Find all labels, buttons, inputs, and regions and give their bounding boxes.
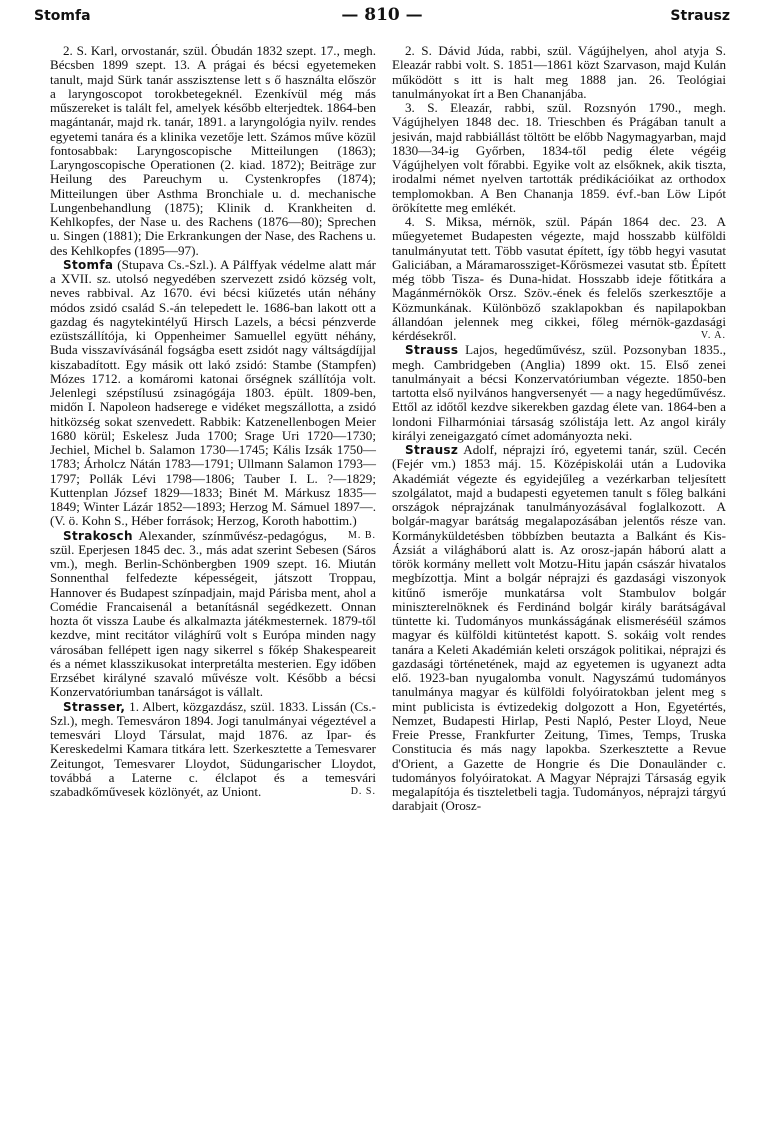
entry-strauss-david: 2. S. Dávid Júda, rabbi, szül. Vágújhelyen, ahol atyja S. Eleazár rabbi volt. S. 1851—1861 közt Szarvason, majd Kulán működött s itt is halt meg 1888 jan. 26. Teológiai tanulmányokat írt a Ben Chananjába.: [392, 43, 726, 101]
header-right-keyword: Strausz: [670, 8, 730, 24]
entry-strasser-text: 1. Albert, közgazdász, szül. 1833. Lissán (Cs.-Szl.), megh. Temesváron 1894. Jogi tanulmányai végeztével a temesvári Lloyd Társulat, majd 1876. az Ipar- és Kereskedelmi Kamara titkára lett. Szerkesztette a Temesvarer Zeitungot, Temesvarer Lloydot, Südungarischer Lloydot, továbbá a Laterne c. élclapot és a temesvári szabadkőművesek közlönyét, az Uniont.: [50, 698, 376, 799]
entry-strauss-karl: 2. S. Karl, orvostanár, szül. Óbudán 1832 szept. 17., megh. Bécsben 1899 szept. 13. A prágai és bécsi egyetemeken tanult, majd Sürk tanár asszisztense lett s ő használta először a laryngoscopot torokbetegeknél. Ezenkívül még más műszereket is talált fel, amelyek később elterjedtek. 1864-ben magántanár, majd rk. tanár, 1891. a laryngológia nyilv. rendes egyetemi tanára és a klinika vezetője lett. Számos műve közül fontosabbak: Laryngoscopische Mitteilungen (1863); Laryngoscopische Operationen (2. kiad. 1872); Beiträge zur Heilung des Pareuchym u. Cystenkropfes (1874); Mitteilungen über Asthma Bronchiale u. d. mechanische Lungenbehandlung (1875); Klinik d. Krankheiten d. Kehlkopfes, der Nase u. des Rachens (1876—80); Sprechen u. Singen (1881); Die Erkrankungen der Nase, des Rachens u. des Kehlkopfes (1895—97).: [50, 43, 376, 258]
entry-strauss-eleazar: 3. S. Eleazár, rabbi, szül. Rozsnyón 1790., megh. Vágújhelyen 1848 dec. 18. Trieschben és Prágában tanult a jesiván, majd rabbiállást töltött be előbb Nagymagyarban, majd 1830—34-ig Győrben, 1834-től pedig élete végéig Vágújhelyen volt főrabbi. Egyike volt az elsőknek, akik tiszta, irodalmi német nyelven tartották prédikációikat az orthodox templomokban. A Ben Chananja 1859. évf.-ban Löw Lipót örökítette meg emlékét.: [392, 100, 726, 215]
entry-strakosch-text: Alexander, színművész-pedagógus, szül. Eperjesen 1845 dec. 3., más adat szerint Sebesen (Sáros vm.), megh. Berlin-Schönbergben 1909 szept. 16. Miután Sonnenthal felfedezte képességeit, játszott Troppau, Hannover és Budapest színpadjain, majd Párisba ment, ahol a Comédie Francaisenál a betanításnál segédkezett. Onnan hozta őt vissza Laube és alkalmazta játékmesternek. 1879-től kezdve, mint recitátor világhírű volt s Európa minden nagy városában fellépett igen nagy sikerrel s főkép Shakespeareit és a német klasszikusokat interpretálta mesterien. Egy időben Erzsébet királyné szavaló művésze volt. Később a bécsi Konzervatóriumban tanárságot is vállalt.: [50, 527, 376, 700]
right-column: [392, 44, 726, 814]
page-header: [34, 5, 730, 32]
entry-strausz-text: Adolf, néprajzi író, egyetemi tanár, szül. Cecén (Fejér vm.) 1853 máj. 15. Középiskolái után a Ludovika Akadémiát végezte és egyidejűleg a vezérkarban teljesített szolgálatot, majd a budapesti egyetemen tanult s főleg balkáni országok néprajzának tanulmányozásával foglalkozott. A bolgár-magyar barátság megalapozásában jelentős része van. Kormányküldetésben többízben beutazta a Balkánt és Kis-Ázsiát a világháború alatt is. Az orosz-japán háború alatt a török kormány mellett volt Motzu-Hitu japán császár hivatalos megbízottja. Mint a bolgár néprajzi és gazdasági viszonyok kitűnő ismerője munkatársa volt Stambulov bolgár miniszterelnöknek és Ferdinánd bolgár király barátságával tüntette ki. Tudományos munkásságának elismeréséül számos magyar és külföldi kitüntetést kapott. S. sokáig volt rendes tanára a Keleti Akadémián keleti országok politikai, néprajzi és gazdasági történetének, majd az egyetemen is ugyanezt adta elő. 1923-ban nyugalomba vonult. Nagyszámú tudományos tanulmánya magyar és külföldi folyóiratokban jelent meg s mint publicista is évtizedekig dolgozott a Hon, Egyetértés, Nemzet, Budapesti Hirlap, Pesti Napló, Pester Lloyd, Neue Freie Presse, Frankfurter Zeitung, Times, Temps, Truska Constitucia és más nagy lapokba. Szerkesztette a Revue d'Orient, a Gazette de Hongrie és Die Donauländer c. tudományos folyóiratokat. A Magyar Néprajzi Társaság egyik megalapítója és tiszteletbeli tagja. Tudományos, néprajzi tárgyú darabjait (Orosz-: [392, 442, 726, 814]
signature-strasser: D. S.: [350, 786, 376, 797]
entry-strauss-lajos: [392, 343, 726, 443]
entry-strausz: [392, 443, 726, 814]
headword-strasser: Strasser,: [63, 699, 126, 714]
entry-strakosch: [50, 529, 376, 700]
entry-strauss-miksa: [392, 215, 726, 343]
left-column: [50, 44, 376, 799]
headword-strauss: Strauss: [405, 343, 459, 358]
headword-strausz: Strausz: [405, 443, 459, 457]
entry-stomfa-text: (Stupava Cs.-Szl.). A Pálffyak védelme alatt már a XVII. sz. utolsó negyedében szervezett zsidó község volt, neves rabbival. Az 1670. évi bécsi kiűzetés után néhány módos zsidó család S.-án telepedett le. 1686-ban lakott ott a gazdag és nagytekintélyű Hirsch Lazels, a bécsi pénzverde ezüstszállítója, ki Oppenheimer Samuellel együtt néhány, Buda visszavívásánál fogságba esett zsidót nagy váltságdíjjal kiszabadított. Egy másik ott lakó zsidó: Stambe (Stampfen) Mózes 1712. a komáromi katonai őrségnek szállítója volt. Jelenlegi szépstílusú zsinagógája 1803. épült. 1809-ben, midőn I. Napoleon hadserege e vidéket megszállotta, a zsidó hitközség sokat szenvedett. Rabbik: Katzenellenbogen Meier 1680 körül; Eskelesz Juda 1700; Srage Uri 1720—1730; Jechiel, Michel b. Salamon 1730—1745; Kális Izsák 1750—1783; Árholcz Nátán 1783—1791; Ullmann Salamon 1793—1797; Pollák Lévi 1798—1806; Tauber I. L. ?—1829; Kuttenplan József 1829—1833; Binét M. Márkusz 1835—1849; Winter Lázár 1852—1893; Herzog M. Sámuel 1897—. (V. ö. Kohn S., Héber források; Herzog, Koroth habottim.): [50, 256, 376, 529]
signature-stomfa: M. B.: [347, 529, 376, 541]
page-number: — 810 —: [341, 5, 423, 25]
entry-strauss-text: Lajos, hegedűművész, szül. Pozsonyban 1835., megh. Cambridgeben (Anglia) 1899 okt. 15. Első zenei tanulmányait a bécsi Konzervatóriumban végezte. 1850-ben tartotta első nyilvános hangversenyét — a nagy hegedűművész. Ettől az időtől kezdve sikerekben gazdag élete van. 1864-ben a londoni Filharmóniai társaság szólistája lett. Az angol király királyi zeneigazgató címet adományozta neki.: [392, 342, 727, 443]
signature-miksa: V. A.: [700, 330, 726, 341]
headword-strakosch: Strakosch: [63, 528, 133, 543]
entry-miksa-text: 4. S. Miksa, mérnök, szül. Pápán 1864 dec. 23. A műegyetemet Budapesten végezte, majd hosszabb külföldi tanulmányutat tett. Több vasutat épített, így több hegyi vasutat Galiciában, a Máramarossziget-Kőrösmezei vasutat stb. Épített még több Tisza- és Duna-hidat. Hosszabb ideje főtitkára a Magánmérnökök Orsz. Szöv.-ének és felelős szerkesztője a Közmunkának. Különböző szaklapokban és napilapokban állandóan jelennek meg cikkei, főleg mérnök-gazdasági kérdésekről.: [392, 214, 726, 343]
headword-stomfa: Stomfa: [63, 257, 114, 272]
header-left-keyword: Stomfa: [34, 8, 91, 24]
entry-strasser: [50, 700, 376, 800]
